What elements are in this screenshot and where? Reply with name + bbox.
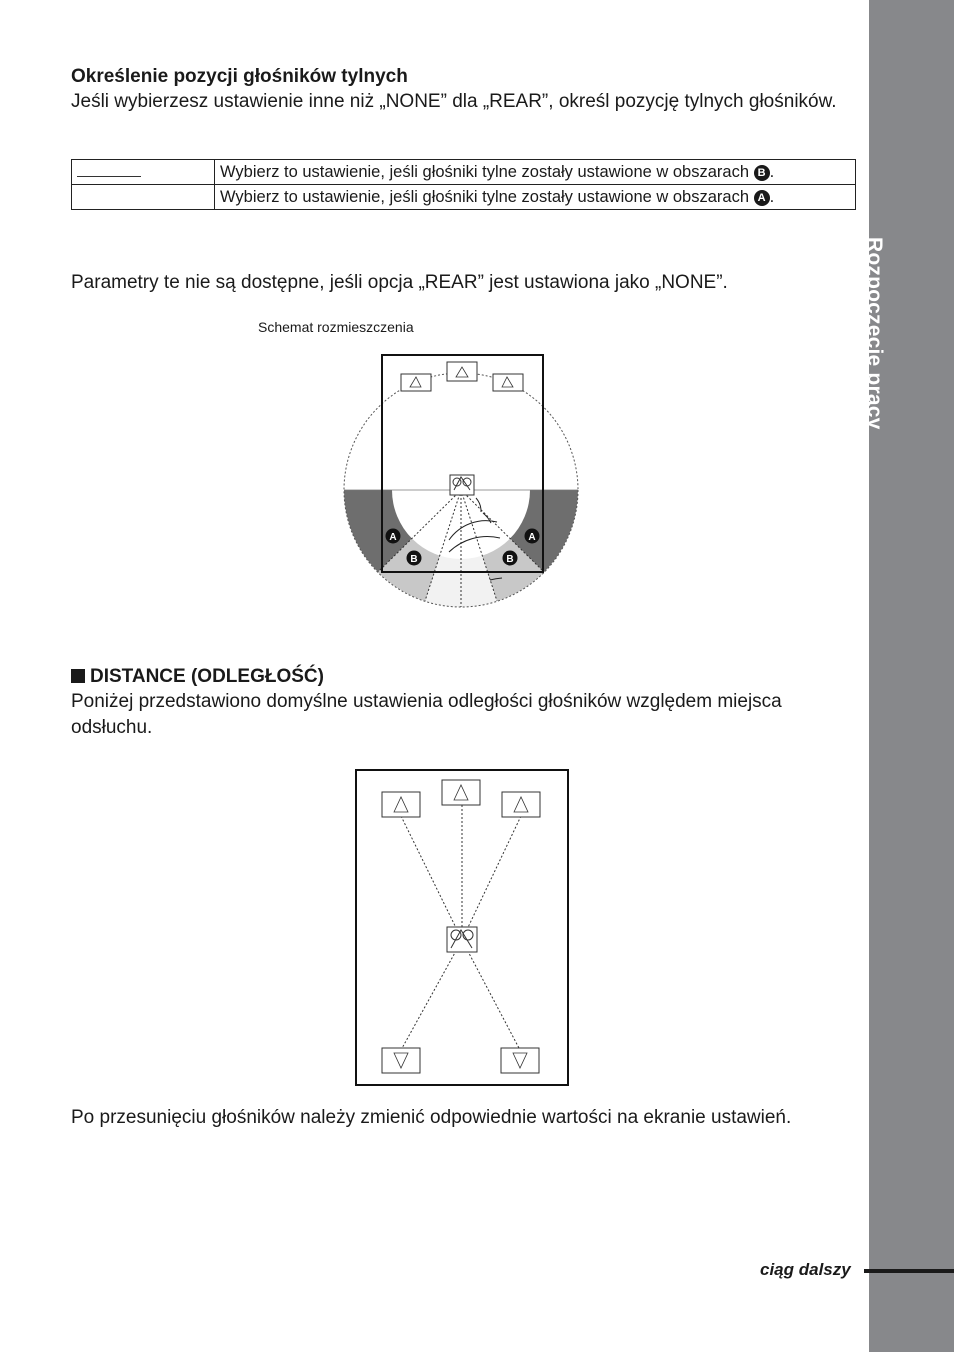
table-row	[72, 185, 856, 210]
distance-note: Po przesunięciu głośników należy zmienić odpowiednie wartości na ekranie ustawień.	[71, 1107, 792, 1128]
section-title-distance	[71, 664, 324, 690]
area-a-label-right: A	[528, 532, 536, 543]
area-b-label-left: B	[410, 554, 418, 565]
rear-note: Parametry te nie są dostępne, jeśli opcja „REAR” jest ustawiona jako „NONE”.	[71, 272, 728, 293]
area-a-label-left: A	[389, 532, 397, 543]
area-b-label-right: B	[506, 554, 514, 565]
continued-bar	[864, 1269, 954, 1273]
area-a-badge: A	[754, 190, 770, 206]
section-title-rear-position: Określenie pozycji głośników tylnych	[71, 66, 408, 87]
rear-position-diagram	[340, 350, 585, 612]
distance-intro: Poniżej przedstawiono domyślne ustawienia odległości głośników względem miejsca odsłuchu.	[71, 691, 782, 738]
center-speaker	[447, 362, 477, 381]
rear-left-speaker	[382, 1048, 420, 1073]
distance-title-text: DISTANCE (ODLEGŁOŚĆ)	[90, 666, 324, 687]
blank-line-mark	[77, 164, 141, 177]
front-right-speaker	[493, 374, 523, 391]
side-tab-label: Rozpoczęcie pracy	[863, 237, 886, 430]
distance-diagram	[355, 769, 570, 1089]
table-row	[72, 160, 856, 185]
rear-position-intro: Jeśli wybierzesz ustawienie inne niż „NONE” dla „REAR”, określ pozycję tylnych głośników.	[71, 91, 837, 112]
side-tab	[869, 0, 954, 1352]
front-left-speaker	[382, 792, 420, 817]
listener-icon	[447, 927, 477, 952]
option-cell	[72, 185, 215, 210]
rear-position-table	[71, 159, 856, 210]
continued-label: ciąg dalszy	[760, 1260, 851, 1279]
area-b-badge: B	[754, 165, 770, 181]
front-right-speaker	[502, 792, 540, 817]
row-description: Wybierz to ustawienie, jeśli głośniki tylne zostały ustawione w obszarach	[220, 187, 750, 206]
diagram-caption: Schemat rozmieszczenia	[258, 319, 414, 335]
option-cell	[72, 160, 215, 185]
description-cell	[215, 160, 856, 185]
row-description: Wybierz to ustawienie, jeśli głośniki tylne zostały ustawione w obszarach	[220, 162, 750, 181]
row-end: .	[769, 162, 775, 181]
row-end: .	[769, 187, 775, 206]
square-bullet-icon	[71, 669, 85, 683]
rear-right-speaker	[501, 1048, 539, 1073]
listener-icon	[450, 475, 474, 495]
description-cell	[215, 185, 856, 210]
center-speaker	[442, 780, 480, 805]
